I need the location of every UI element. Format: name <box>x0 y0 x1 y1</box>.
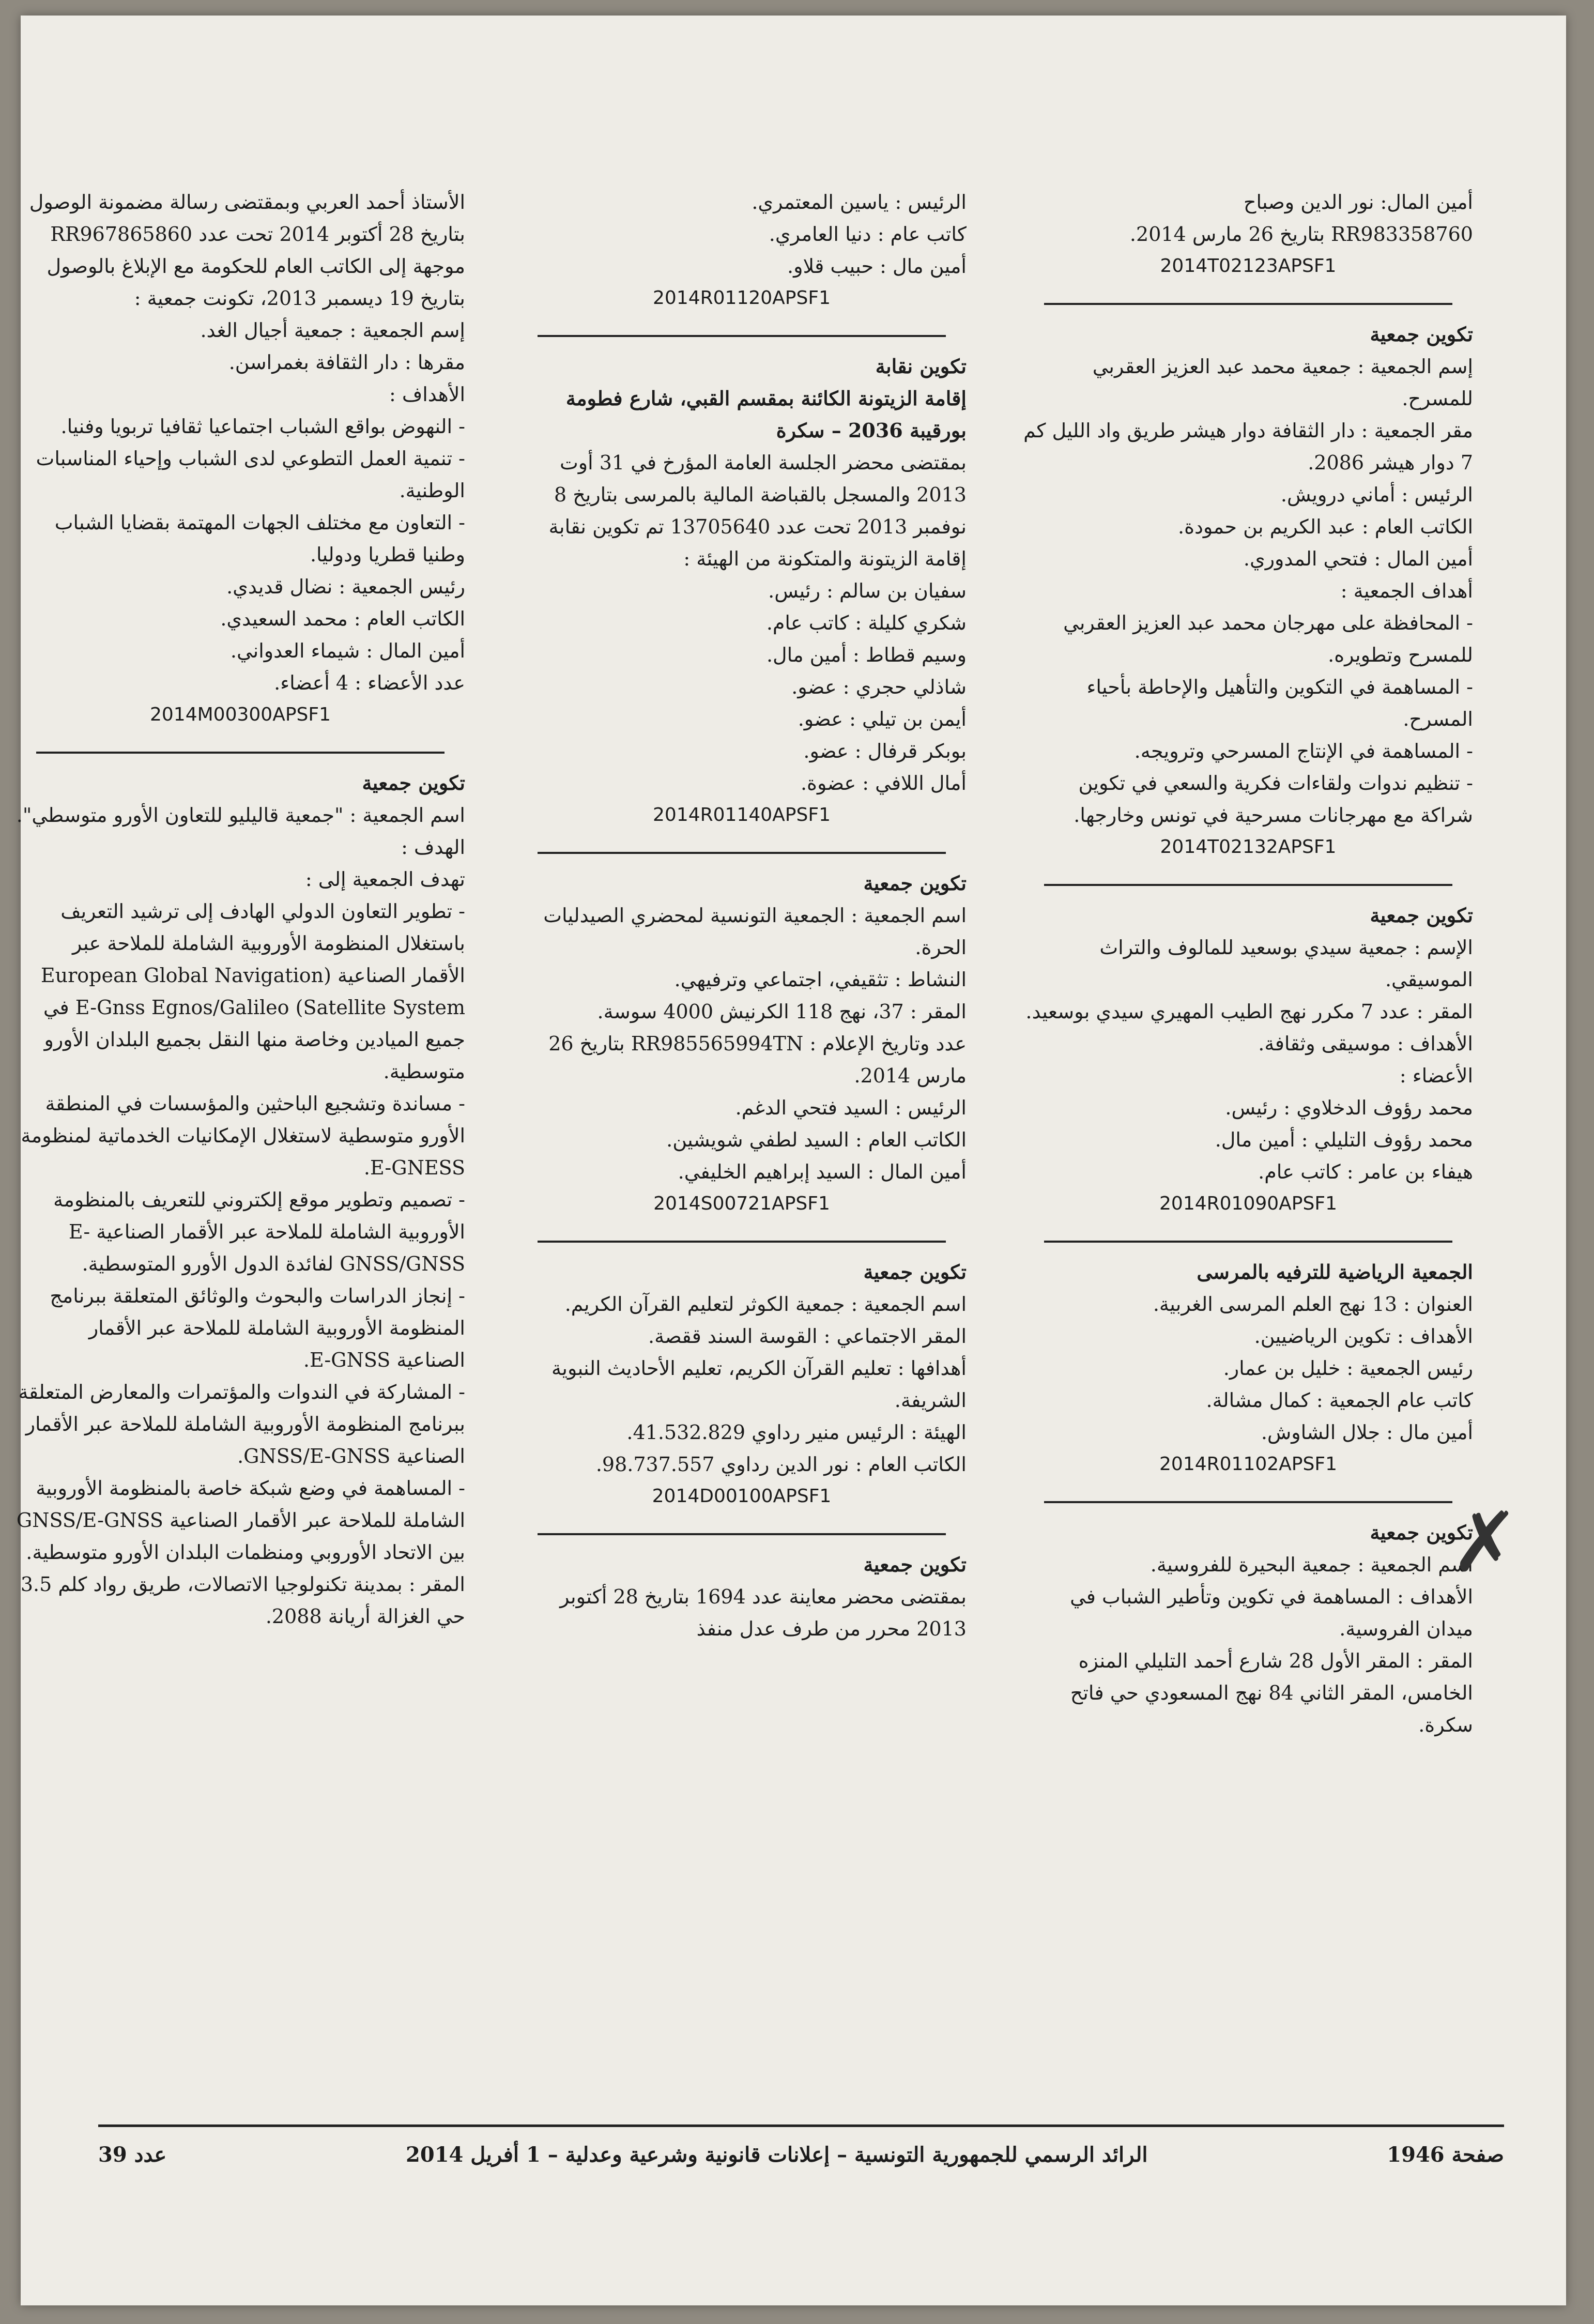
notice-line: بمقتضى محضر الجلسة العامة المؤرخ في 31 أوت 2013 والمسجل بالقباضة المالية بالمرسى بتاريخ 8 نوفمبر 2013 تحت عدد 13705640 تم تكوين نقابة إقامة الزيتونة والمتكونة من الهيئة : <box>548 451 967 570</box>
section-divider <box>538 1533 946 1535</box>
notice-line: - التعاون مع مختلف الجهات المهتمة بقضايا الشباب وطنيا قطريا ودوليا. <box>54 511 465 566</box>
column-left <box>16 186 465 1653</box>
notice-line: - مساندة وتشجيع الباحثين والمؤسسات في المنطقة الأورو متوسطية لاستغلال الإمكانيات الخدماتية لمنظومة E-GNESS. <box>21 1092 465 1179</box>
notice-line: - المساهمة في الإنتاج المسرحي وترويجه. <box>1134 740 1473 762</box>
notice-line: كاتب عام : دنيا العامري. <box>769 223 967 246</box>
notice-line: أمين مال : جلال الشاوش. <box>1261 1421 1473 1444</box>
notice-title: تكوين جمعية <box>863 872 967 895</box>
section-divider <box>538 335 946 337</box>
notice-line: الإسم : جمعية سيدي بوسعيد للمالوف والتراث الموسيقي. <box>1099 936 1473 991</box>
notice-line: - المساهمة في التكوين والتأهيل والإحاطة بأحياء المسرح. <box>1086 676 1473 730</box>
notice-title: تكوين جمعية <box>863 1260 967 1283</box>
notice-title: تكوين جمعية <box>1370 323 1473 346</box>
notice-line: الأعضاء : <box>1399 1064 1473 1087</box>
notice-line: - تنظيم ندوات ولقاءات فكرية والسعي في تكوين شراكة مع مهرجانات مسرحية في تونس وخارجها. <box>1074 772 1473 827</box>
notice-line: مقر الجمعية : دار الثقافة دوار هيشر طريق واد الليل كم 7 دوار هيشر 2086. <box>1023 419 1473 474</box>
notice-line: المقر الاجتماعي : القوسة السند ققصة. <box>648 1325 967 1348</box>
notice-line: رئيس الجمعية : نضال قديدي. <box>226 575 465 598</box>
notice-reference-code: 2014T02132APSF1 <box>1160 836 1337 858</box>
notice-line: رئيس الجمعية : خليل بن عمار. <box>1223 1357 1473 1380</box>
notice-line: كاتب عام الجمعية : كمال مشالة. <box>1206 1389 1473 1412</box>
notice-title: الجمعية الرياضية للترفيه بالمرسى <box>1197 1260 1473 1283</box>
notice-line: تهدف الجمعية إلى : <box>305 868 465 891</box>
notice-line: أمين المال : السيد إبراهيم الخليفي. <box>678 1160 967 1183</box>
notice-line: عدد وتاريخ الإعلام : RR985565994TN بتاريخ 26 مارس 2014. <box>548 1032 967 1087</box>
notice-line: بوبكر قرفال : عضو. <box>803 740 967 762</box>
notice-line: الأستاذ أحمد العربي وبمقتضى رسالة مضمونة الوصول بتاريخ 28 أكتوبر 2014 تحت عدد RR967865860 موجهة إلى الكاتب العام للحكومة مع الإبلاغ بالوصول بتاريخ 19 ديسمبر 2013، تكونت جمعية : <box>29 191 465 310</box>
notice-line: المقر : بمدينة تكنولوجيا الاتصالات، طريق رواد كلم 3.5 حي الغزالة أريانة 2088. <box>20 1573 465 1628</box>
notice-line: سفيان بن سالم : رئيس. <box>768 579 967 602</box>
notice-line: الكاتب العام : عبد الكريم بن حمودة. <box>1178 515 1473 538</box>
notice-line: - المشاركة في الندوات والمؤتمرات والمعارض المتعلقة ببرنامج المنظومة الأوروبية الشاملة للملاحة عبر الأقمار الصناعية GNSS/E-GNSS. <box>18 1381 465 1467</box>
notice-line: اسم الجمعية : جمعية الكوثر لتعليم القرآن الكريم. <box>564 1293 967 1316</box>
notice-line: محمد رؤوف الدخلاوي : رئيس. <box>1225 1096 1473 1119</box>
notice-line: الكاتب العام : نور الدين رداوي 98.737.557. <box>595 1453 967 1476</box>
notice-title: تكوين جمعية <box>1370 904 1473 927</box>
notice-line: بمقتضى محضر معاينة عدد 1694 بتاريخ 28 أكتوبر 2013 محرر من طرف عدل منفذ <box>560 1585 967 1640</box>
notice-line: RR983358760 بتاريخ 26 مارس 2014. <box>1129 223 1473 246</box>
notice-title: تكوين نقابة <box>875 355 967 378</box>
notice-reference-code: 2014M00300APSF1 <box>150 704 331 725</box>
notice-block <box>1023 1517 1473 1741</box>
notice-line: أمين المال : فتحي المدوري. <box>1243 547 1473 570</box>
notice-block <box>16 767 465 1632</box>
section-divider <box>36 752 445 754</box>
section-divider <box>1044 1241 1452 1243</box>
notice-line: أمين مال : حبيب قلاو. <box>787 255 967 278</box>
notice-block <box>517 1549 967 1645</box>
notice-line: المقر : عدد 7 مكرر نهج الطيب المهيري سيدي بوسعيد. <box>1025 1000 1473 1023</box>
footer-page-number: صفحة 1946 <box>1387 2142 1504 2167</box>
section-divider <box>1044 1501 1452 1503</box>
notice-line: الكاتب العام : السيد لطفي شويشين. <box>666 1128 967 1151</box>
notice-reference-code: 2014R01140APSF1 <box>653 804 831 825</box>
notice-line: أيمن بن تيلي : عضو. <box>798 708 967 730</box>
notice-line: وسيم قطاط : أمين مال. <box>766 644 967 666</box>
footer-issue-number: عدد 39 <box>98 2142 167 2167</box>
notice-line: - تصميم وتطوير موقع إلكتروني للتعريف بالمنظومة الأوروبية الشاملة للملاحة عبر الأقمار الصناعية E-GNSS/GNSS لفائدة الدول الأورو المتوسطية. <box>53 1188 465 1275</box>
notice-reference-code: 2014T02123APSF1 <box>1160 255 1337 277</box>
notice-line: أمين المال : شيماء العدواني. <box>230 639 465 662</box>
notice-title: تكوين جمعية <box>1370 1521 1473 1544</box>
notice-line: أهداف الجمعية : <box>1340 579 1473 602</box>
page-footer <box>98 2124 1504 2168</box>
notice-line: - المحافظة على مهرجان محمد عبد العزيز العقربي للمسرح وتطويره. <box>1063 611 1473 666</box>
notice-line: اسم الجمعية : جمعية البحيرة للفروسية. <box>1150 1553 1473 1576</box>
notice-reference-code: 2014R01120APSF1 <box>653 287 831 309</box>
notice-line: أهدافها : تعليم القرآن الكريم، تعليم الأحاديث النبوية الشريفة. <box>551 1357 967 1412</box>
notice-line: الهيئة : الرئيس منير رداوي 41.532.829. <box>626 1421 967 1444</box>
section-divider <box>1044 303 1452 305</box>
notice-line: المقر : المقر الأول 28 شارع أحمد التليلي المنزه الخامس، المقر الثاني 84 نهج المسعودي حي فاتح سكرة. <box>1070 1649 1473 1736</box>
notice-block <box>517 1256 967 1512</box>
notice-line: اسم الجمعية : "جمعية قاليليو للتعاون الأورو متوسطي". <box>16 804 465 827</box>
notice-line: مقرها : دار الثقافة بغمراسن. <box>228 351 465 374</box>
notice-line: الأهداف : تكوين الرياضيين. <box>1254 1325 1473 1348</box>
notice-reference-code: 2014S00721APSF1 <box>653 1193 830 1214</box>
notice-line: - تطوير التعاون الدولي الهادف إلى ترشيد التعريف باستغلال المنظومة الأوروبية الشاملة للملاحة عبر الأقمار الصناعية (European Global Navigation Satellite System) E-Gnss Egnos/Galileo في جميع الميادين وخاصة منها النقل بجميع البلدان الأورو متوسطية. <box>40 900 465 1083</box>
section-divider <box>538 1241 946 1243</box>
notice-line: النشاط : تثقيفي، اجتماعي وترفيهي. <box>674 968 967 991</box>
notice-line: - تنمية العمل التطوعي لدى الشباب وإحياء المناسبات الوطنية. <box>36 447 465 502</box>
notice-line: العنوان : 13 نهج العلم المرسى الغربية. <box>1153 1293 1473 1316</box>
notice-subtitle: إقامة الزيتونة الكائنة بمقسم القبي، شارع فطومة بورقيبة 2036 – سكرة <box>565 387 967 442</box>
section-divider <box>538 852 946 854</box>
notice-line: إسم الجمعية : جمعية محمد عبد العزيز العقربي للمسرح. <box>1092 355 1473 410</box>
notice-block <box>1023 899 1473 1220</box>
notice-block <box>517 867 967 1220</box>
notice-line: عدد الأعضاء : 4 أعضاء. <box>274 671 465 694</box>
notice-line: أمين المال: نور الدين وصباح <box>1243 191 1473 213</box>
notice-line: شاذلي حجري : عضو. <box>791 676 967 698</box>
notice-line: المقر : 37، نهج 118 الكرنيش 4000 سوسة. <box>597 1000 967 1023</box>
notice-line: الرئيس : أماني درويش. <box>1280 483 1473 506</box>
notice-block <box>1023 1256 1473 1480</box>
notice-line: أمال اللافي : عضوة. <box>800 772 967 794</box>
notice-block <box>517 186 967 314</box>
notice-reference-code: 2014R01090APSF1 <box>1159 1193 1337 1214</box>
notice-title: تكوين جمعية <box>362 771 465 794</box>
notice-block <box>1023 318 1473 863</box>
notice-line: هيفاء بن عامر : كاتب عام. <box>1258 1160 1473 1183</box>
notice-line: محمد رؤوف التليلي : أمين مال. <box>1215 1128 1473 1151</box>
notice-block <box>517 350 967 831</box>
notice-line: الكاتب العام : محمد السعيدي. <box>220 607 465 630</box>
footer-journal-title: الرائد الرسمي للجمهورية التونسية – إعلانات قانونية وشرعية وعدلية – 1 أفريل 2014 <box>406 2142 1148 2167</box>
notice-line: - إنجاز الدراسات والبحوث والوثائق المتعلقة ببرنامج المنظومة الأوروبية الشاملة للملاحة عبر الأقمار الصناعية E-GNSS. <box>50 1285 465 1371</box>
handwritten-x-mark: ✗ <box>1450 1494 1520 1591</box>
notice-line: الرئيس : ياسين المعتمري. <box>752 191 967 213</box>
notice-title: تكوين جمعية <box>863 1553 967 1576</box>
notice-line: - النهوض بواقع الشباب اجتماعيا ثقافيا تربويا وفنيا. <box>60 415 465 438</box>
notice-reference-code: 2014D00100APSF1 <box>652 1486 832 1507</box>
document-page <box>16 16 1566 2305</box>
column-right <box>1023 186 1473 1762</box>
notice-line: الرئيس : السيد فتحي الدغم. <box>735 1096 967 1119</box>
notice-reference-code: 2014R01102APSF1 <box>1159 1454 1337 1475</box>
notice-block <box>16 186 465 731</box>
notice-line: شكري كليلة : كاتب عام. <box>766 611 967 634</box>
notice-line: الأهداف : المساهمة في تكوين وتأطير الشباب في ميدان الفروسية. <box>1070 1585 1473 1640</box>
notice-line: اسم الجمعية : الجمعية التونسية لمحضري الصيدليات الحرة. <box>543 904 967 959</box>
notice-line: إسم الجمعية : جمعية أجيال الغد. <box>200 319 465 342</box>
column-middle <box>517 186 967 1665</box>
notice-line: الهدف : <box>401 836 465 859</box>
notice-line: الأهداف : موسيقى وثقافة. <box>1258 1032 1473 1055</box>
section-divider <box>1044 884 1452 886</box>
notice-line: الأهداف : <box>389 383 465 406</box>
notice-block <box>1023 186 1473 282</box>
notice-line: - المساهمة في وضع شبكة خاصة بالمنظومة الأوروبية الشاملة للملاحة عبر الأقمار الصناعية GNSS/E-GNSS بين الاتحاد الأوروبي ومنظمات البلدان الأورو متوسطية. <box>16 1477 465 1564</box>
